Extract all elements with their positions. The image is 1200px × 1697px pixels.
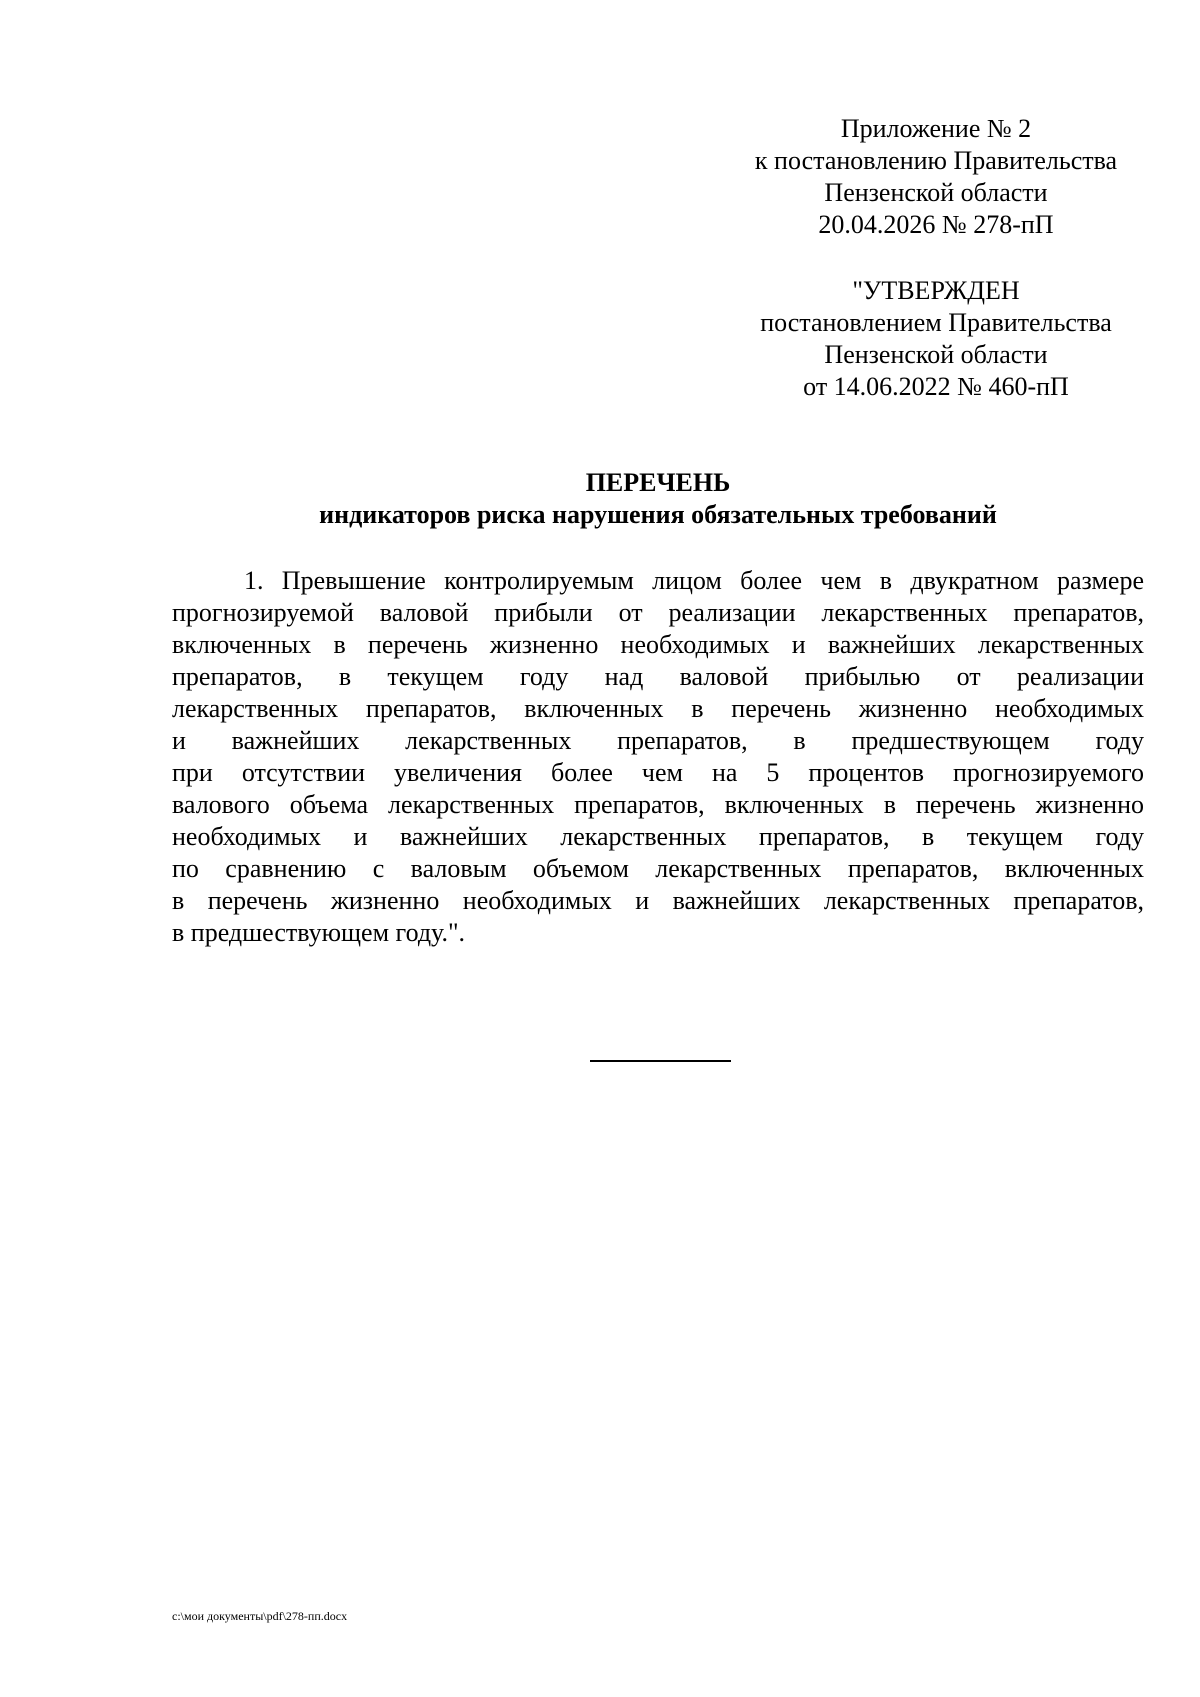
paragraph-line: необходимых и важнейших лекарственных препаратов, в текущем году (172, 822, 1144, 851)
paragraph-line: валового объема лекарственных препаратов, включенных в перечень жизненно (172, 790, 1144, 819)
paragraph-1 (172, 565, 1144, 949)
paragraph-line: включенных в перечень жизненно необходимых и важнейших лекарственных (172, 630, 1144, 659)
appendix-resolution-ref: к постановлению Правительства (754, 146, 1118, 175)
paragraph-line: препаратов, в текущем году над валовой прибылью от реализации (172, 662, 1144, 691)
footer-file-path: c:\мои документы\pdf\278-пп.docx (172, 1609, 348, 1623)
paragraph-line: по сравнению с валовым объемом лекарственных препаратов, включенных (172, 854, 1144, 883)
paragraph-line: в предшествующем году.". (172, 918, 466, 947)
approved-region: Пензенской области (824, 340, 1048, 369)
paragraph-line: при отсутствии увеличения более чем на 5 процентов прогнозируемого (172, 758, 1144, 787)
approved-label: "УТВЕРЖДЕН (852, 276, 1020, 305)
appendix-region: Пензенской области (824, 178, 1048, 207)
document-title (172, 467, 1144, 531)
approved-by: постановлением Правительства (760, 308, 1112, 337)
paragraph-line: и важнейших лекарственных препаратов, в предшествующем году (172, 726, 1144, 755)
appendix-date-number: 20.04.2026 № 278-пП (818, 210, 1054, 239)
end-separator-line (590, 1060, 731, 1062)
paragraph-line: в перечень жизненно необходимых и важнейших лекарственных препаратов, (172, 886, 1144, 915)
title-subheading: индикаторов риска нарушения обязательных требований (319, 500, 997, 529)
approved-date-number: от 14.06.2022 № 460-пП (803, 372, 1069, 401)
paragraph-line: 1. Превышение контролируемым лицом более чем в двукратном размере (244, 566, 1144, 595)
paragraph-line: лекарственных препаратов, включенных в перечень жизненно необходимых (172, 694, 1144, 723)
appendix-number: Приложение № 2 (840, 114, 1032, 143)
title-heading: ПЕРЕЧЕНЬ (585, 468, 731, 497)
appendix-header (720, 113, 1152, 241)
paragraph-line: прогнозируемой валовой прибыли от реализации лекарственных препаратов, (172, 598, 1144, 627)
approval-stamp (720, 275, 1152, 403)
